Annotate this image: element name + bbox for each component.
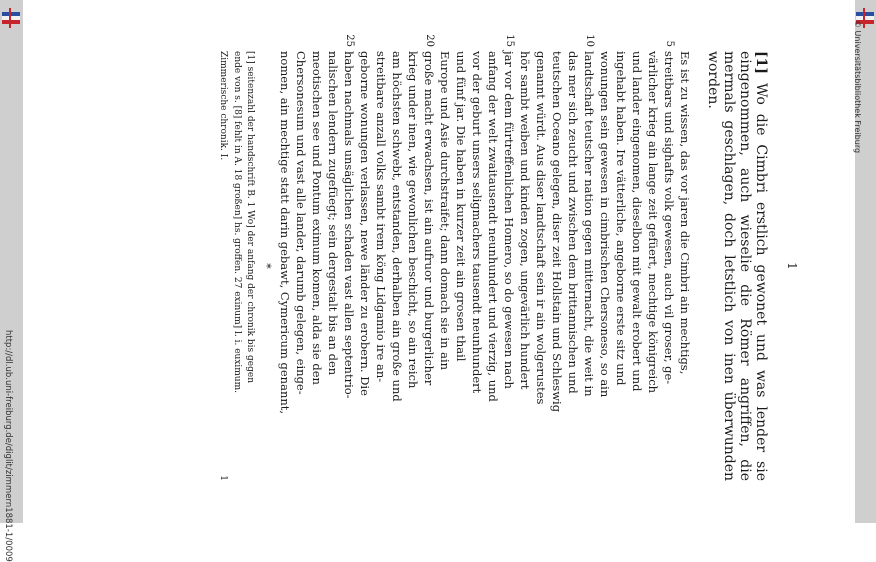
- footer-title: Zimmerische chronik. I.: [218, 51, 228, 161]
- line-text: große macht erwachsen, ist ain aufruor und burgerlicher: [422, 51, 436, 386]
- text-line: [293, 51, 309, 481]
- text-line: [437, 51, 453, 481]
- line-text: vor der geburt unsers seligmachers tausendt neunhundert: [470, 51, 484, 394]
- line-text: streitbare anzall volks sambt irem köng Lidgamio ire an-: [374, 51, 388, 383]
- source-url[interactable]: http://dl.ub.uni-freiburg.de/diglit/zimmern1881-1/0009: [3, 330, 13, 562]
- line-text: und lander eingenomen, dieselbon mit gewalt erobert und: [630, 51, 644, 392]
- line-number: 5: [664, 40, 675, 47]
- footer-sheet-number: 1: [218, 475, 228, 481]
- text-line: [517, 51, 533, 481]
- text-line: [549, 51, 565, 481]
- line-number: 15: [504, 34, 515, 47]
- summary-ref: [1]: [753, 51, 769, 74]
- line-number: 10: [584, 34, 595, 47]
- text-line: [581, 34, 597, 481]
- line-text: Chersonesum und vast alle lander, darumb gelegen, einge-: [294, 51, 308, 395]
- text-line: [373, 51, 389, 481]
- line-text: värlicher krieg ain lange zeit gefüert, mechtige königreich: [646, 51, 660, 394]
- text-line: [357, 51, 373, 481]
- text-line: [501, 34, 517, 481]
- text-line: [661, 40, 677, 481]
- line-text: anfang der welt zwaitausendt neunhundert und vierzig, und: [486, 51, 500, 402]
- text-line: [277, 51, 293, 481]
- line-text: Europe und Asie durchstraifet; dann domach sie in ain: [438, 51, 452, 371]
- line-text: teutschen Oceano gelegen, diser zeit Hollstain und Schleswig: [550, 51, 564, 413]
- text-line: [677, 51, 693, 481]
- line-number: 25: [344, 34, 355, 47]
- scanned-page: [33, 11, 843, 511]
- text-line: [453, 51, 469, 481]
- text-line: [565, 51, 581, 481]
- line-text: streitbars und sighafts volk gewesen, auch vil groser, ge-: [662, 51, 676, 385]
- text-line: [309, 51, 325, 481]
- text-line: [469, 51, 485, 481]
- text-line: [485, 51, 501, 481]
- summary-text: Wo die Cimbri erstlich gewonet und was lender sie eingenommen, auch wieselie die Römer angriffen, die mermals geschlagen, doch letstlich von inen überwunden worden.: [705, 51, 769, 482]
- text-line: [389, 51, 405, 481]
- text-line: [405, 51, 421, 481]
- text-line: [613, 51, 629, 481]
- line-text: am höchsten schwebt, entstanden, derhalben ain große und: [390, 51, 404, 402]
- line-text: nalischen lendern zugefüegt; sein dergestalt bis an den: [326, 51, 340, 376]
- line-text: wonungen sein gewesen in cimbrischen Chersoneso, so ain: [598, 51, 612, 398]
- text-line: [597, 51, 613, 481]
- chapter-summary: [705, 51, 769, 481]
- copyright-notice: © Universitätsbibliothek Freiburg: [853, 20, 862, 154]
- line-text: nomen, ain mechtige statt darin gebawt, Cymericum genannt,: [278, 51, 292, 415]
- line-text: meotischen see und Pontum eximum komen, alda sie den: [310, 51, 324, 385]
- line-text: haben nachmals unsäglichen schaden vast allen septentrio-: [342, 51, 356, 399]
- line-text: das mer sich zeucht und zwischen dem brittannischen und: [566, 51, 580, 394]
- flag-icon: [2, 12, 20, 24]
- line-text: landtschaft teutscher nation gegen mitternacht, die weit in: [582, 51, 596, 397]
- page-footer: [218, 51, 228, 481]
- line-text: ingehabt haben. Ire vätterliche, angeborne erste sitz und: [614, 51, 628, 386]
- line-text: jar vor dem fürtreffenlichen Homero, so do gewesen nach: [502, 51, 516, 389]
- footnote-line: ende von s. [8] fehlt in A. 18 großen] hs. groffen. 27 exinum] l. i. euximum.: [232, 51, 242, 393]
- line-text: geborne wonungen verlassen, newe länder zu erobern. Die: [358, 51, 372, 396]
- line-text: Es ist zu wissen, das vor jaren die Cimbri ain mechtigs,: [678, 51, 692, 375]
- footnote-line: [1] seitenzahl der handschrift B. 1 Wo] der anfang der chronik bis gegen: [245, 51, 255, 383]
- page-number: 1: [785, 262, 799, 270]
- body-text: [277, 34, 693, 481]
- line-text: hör sambt weiben und kinden zogen, ungevärlich hundert: [518, 51, 532, 390]
- line-text: krieg under inen, wie gewonlichen beschicht, so ain reich: [406, 51, 420, 389]
- text-line: [421, 34, 437, 481]
- line-text: und fünf jar. Die haben in kurzer zeit ain grosen thail: [454, 51, 468, 362]
- page-content: [218, 34, 803, 482]
- text-line: [645, 51, 661, 481]
- line-text: genannt würdt. Aus diser landtschaft sein ir ain wolgerustes: [534, 51, 548, 405]
- text-line: [341, 34, 357, 481]
- text-line: [325, 51, 341, 481]
- text-line: [629, 51, 645, 481]
- separator: *: [260, 263, 273, 269]
- text-line: [533, 51, 549, 481]
- line-number: 20: [424, 34, 435, 47]
- footnotes: [230, 51, 256, 481]
